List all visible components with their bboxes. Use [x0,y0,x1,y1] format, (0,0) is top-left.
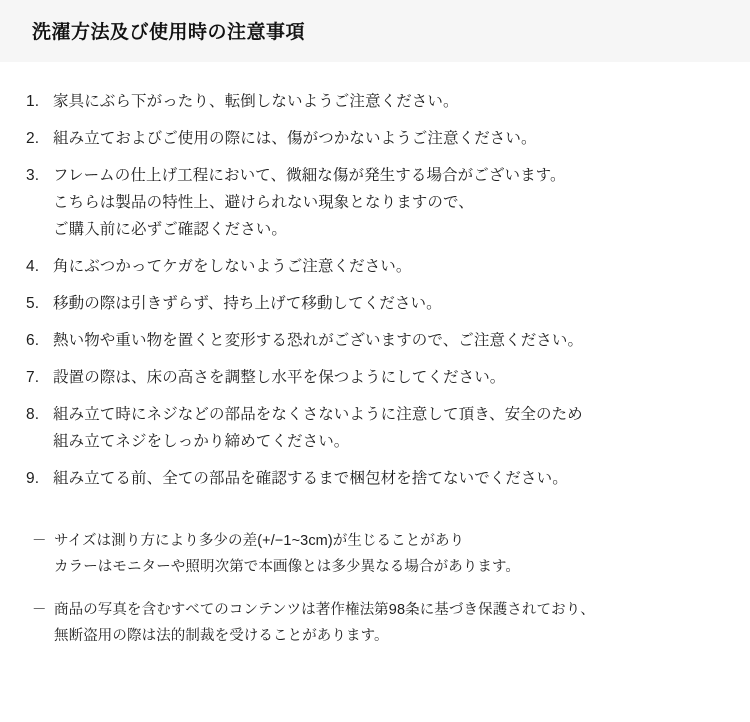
text-line: 熱い物や重い物を置くと変形する恐れがございますので、ご注意ください。 [53,332,584,349]
dash-marker: － [32,602,47,618]
notice-content [0,62,750,666]
list-item [26,290,718,317]
dash-marker: － [32,533,47,549]
text-line: 組み立てる前、全ての部品を確認するまで梱包材を捨てないでください。 [53,470,568,487]
list-item-text [53,327,718,354]
notice-list [26,88,718,492]
text-line: 組み立ておよびご使用の際には、傷がつかないようご注意ください。 [53,130,537,147]
list-item-number: 9. [26,470,40,487]
text-line: ご購入前に必ずご確認ください。 [53,221,288,238]
list-item-text [53,88,718,115]
list-item [26,327,718,354]
text-line: 商品の写真を含むすべてのコンテンツは著作権法第98条に基づき保護されており、 [54,602,595,618]
list-item-number: 6. [26,332,40,349]
list-item [26,364,718,391]
text-line: 家具にぶら下がったり、転倒しないようご注意ください。 [53,93,459,110]
page-title: 洗濯方法及び使用時の注意事項 [32,22,306,43]
list-item-number: 4. [26,258,40,275]
list-item-text [53,253,718,280]
text-line: 角にぶつかってケガをしないようご注意ください。 [53,258,412,275]
list-item-number: 2. [26,130,40,147]
list-item [32,528,718,580]
text-line: こちらは製品の特性上、避けられない現象となりますので、 [53,194,474,211]
list-item-number: 5. [26,295,40,312]
list-item [26,125,718,152]
text-line: 設置の際は、床の高さを調整し水平を保つようにしてください。 [53,369,506,386]
list-item-text [53,125,718,152]
list-item [26,253,718,280]
list-item-number: 1. [26,93,40,110]
footnote-text [54,597,718,649]
text-line: 移動の際は引きずらず、持ち上げて移動してください。 [53,295,442,312]
list-item [26,465,718,492]
list-item-text [53,364,718,391]
text-line: 組み立てネジをしっかり締めてください。 [53,433,350,450]
text-line: サイズは測り方により多少の差(+/−1~3cm)が生じることがあり [54,533,465,549]
text-line: フレームの仕上げ工程において、微細な傷が発生する場合がございます。 [53,167,566,184]
list-item-text [53,290,718,317]
list-item-number: 3. [26,167,40,184]
list-item [26,401,718,455]
footnote-list [26,528,718,649]
list-item-text [53,465,718,492]
list-item-number: 8. [26,406,40,423]
list-item [32,597,718,649]
list-item [26,88,718,115]
text-line: カラーはモニターや照明次第で本画像とは多少異なる場合があります。 [54,559,521,575]
text-line: 組み立て時にネジなどの部品をなくさないように注意して頂き、安全のため [53,406,583,423]
text-line: 無断盗用の際は法的制裁を受けることがあります。 [54,628,389,644]
header-band [0,0,750,62]
footnote-text [54,528,718,580]
list-item [26,162,718,243]
list-item-text [53,401,718,455]
list-item-number: 7. [26,369,40,386]
list-item-text [53,162,718,243]
